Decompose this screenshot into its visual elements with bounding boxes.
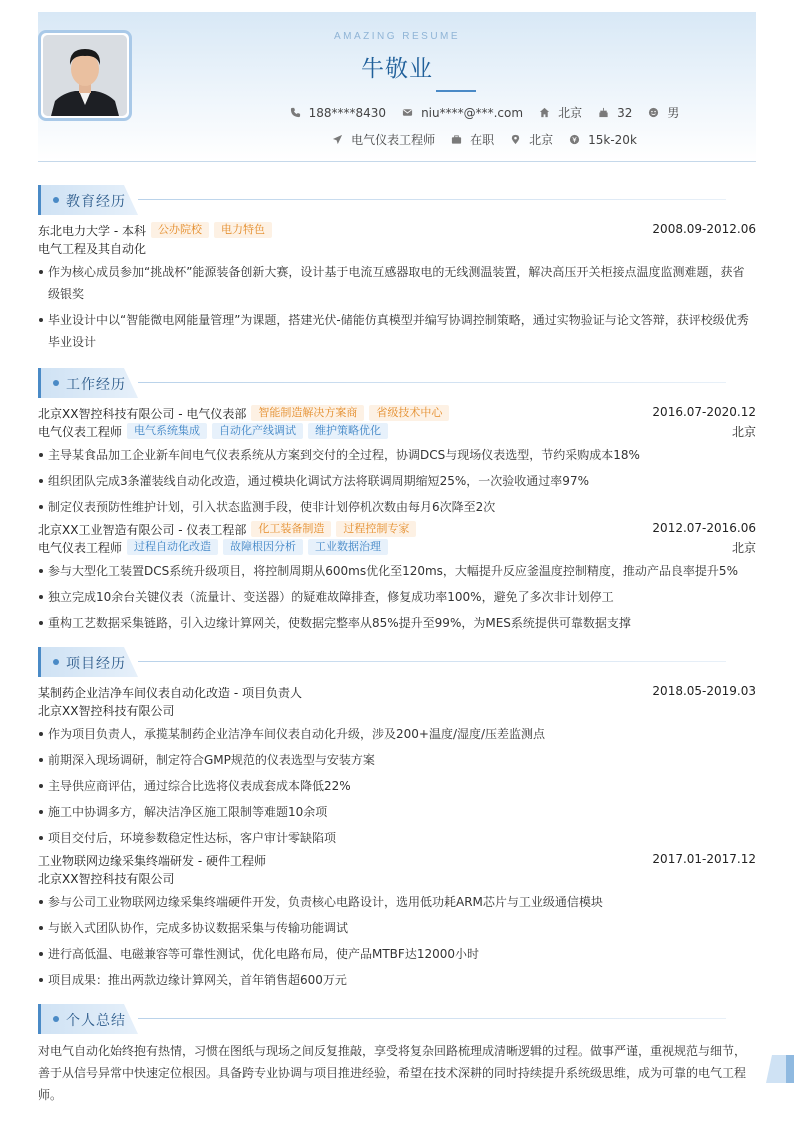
work-bullets [38, 560, 756, 634]
name-underline [436, 90, 476, 92]
list-item: 重构工艺数据采集链路，引入边缘计算网关，使数据完整率从85%提升至99%，为MES系统提供可靠数据支撑 [38, 612, 756, 634]
mail-icon [402, 107, 413, 118]
money-icon [569, 134, 580, 145]
education-section [38, 185, 756, 353]
work-heading [38, 368, 756, 398]
work-section [38, 368, 756, 634]
list-item: 独立完成10余台关键仪表（流量计、变送器）的疑难故障排查，修复成功率100%，避免了多次非计划停工 [38, 586, 756, 608]
list-item: 参与公司工业物联网边缘采集终端硬件开发，负责核心电路设计，选用低功耗ARM芯片与工业级通信模块 [38, 891, 756, 913]
status-info [451, 131, 494, 148]
contact-row [38, 104, 756, 121]
project-date: 2017.01-2017.12 [652, 852, 756, 866]
status-text: 在职 [470, 133, 495, 147]
section-title: 个人总结 [66, 1013, 126, 1029]
summary-text: 对电气自动化始终抱有热情，习惯在图纸与现场之间反复推敲，享受将复杂回路梳理成清晰逻辑的过程。做事严谨，重视规范与细节，善于从信号异常中快速定位根因。具备跨专业协调与项目推进经验，希望在技术深耕的同时持续提升系统级思维，成为可靠的电气工程师。 [38, 1044, 747, 1102]
job-intent-row [38, 131, 756, 148]
list-item: 作为项目负责人，承揽某制药企业洁净车间仪表自动化升级，涉及200+温度/湿度/压差监测点 [38, 723, 756, 745]
section-title: 教育经历 [66, 194, 126, 210]
list-item: 参与大型化工装置DCS系统升级项目，将控制周期从600ms优化至120ms，大幅提升反应釜温度控制精度，推动产品良率提升5% [38, 560, 756, 582]
phone-text: 188****8430 [308, 105, 387, 120]
salary-text: 15k-20k [588, 132, 637, 147]
project-name: 某制药企业洁净车间仪表自动化改造 - 项目负责人 [38, 685, 302, 700]
education-bullets [38, 261, 756, 353]
send-icon [332, 134, 343, 145]
role-tag: 自动化产线调试 [212, 423, 303, 439]
list-item: 组织团队完成3条灌装线自动化改造，通过模块化调试方法将联调周期缩短25%，一次验收通过率97% [38, 470, 756, 492]
cake-icon [598, 107, 609, 118]
location-pin-icon [510, 134, 521, 145]
work-bullets [38, 444, 756, 518]
education-date: 2008.09-2012.06 [652, 222, 756, 236]
home-icon [539, 107, 550, 118]
work-date: 2016.07-2020.12 [652, 405, 756, 419]
hometown-text: 北京 [558, 106, 583, 120]
age-text: 32 [617, 105, 633, 120]
company-name: 北京XX工业智造有限公司 - 仪表工程部 [38, 522, 247, 537]
role-tag: 工业数据治理 [308, 539, 388, 555]
section-title: 工作经历 [66, 377, 126, 393]
school-name: 东北电力大学 - 本科 [38, 223, 146, 238]
city-info [510, 131, 553, 148]
work-city: 北京 [731, 425, 756, 439]
job-role: 电气仪表工程师 [38, 424, 123, 439]
city-text: 北京 [529, 133, 554, 147]
list-item: 主导某食品加工企业新车间电气仪表系统从方案到交付的全过程，协调DCS与现场仪表选型，节约采购成本18% [38, 444, 756, 466]
role-tag: 过程自动化改造 [127, 539, 218, 555]
briefcase-icon [451, 134, 462, 145]
work-city: 北京 [731, 541, 756, 555]
role-tag: 电气系统集成 [127, 423, 207, 439]
project-org: 北京XX智控科技有限公司 [38, 871, 175, 886]
summary-heading [38, 1004, 756, 1034]
resume-header [38, 12, 756, 162]
role-tag: 故障根因分析 [223, 539, 303, 555]
list-item: 施工中协调多方，解决洁净区施工限制等难题10余项 [38, 801, 756, 823]
project-name: 工业物联网边缘采集终端研发 - 硬件工程师 [38, 853, 266, 868]
email-text: niu****@***.com [421, 105, 524, 120]
gender-icon [648, 107, 659, 118]
work-entry [38, 520, 756, 634]
list-item: 进行高低温、电磁兼容等可靠性测试，优化电路布局，使产品MTBF达12000小时 [38, 943, 756, 965]
list-item: 项目成果：推出两款边缘计算网关，首年销售超600万元 [38, 969, 756, 991]
company-tag: 智能制造解决方案商 [251, 405, 364, 421]
list-item: 作为核心成员参加“挑战杯”能源装备创新大赛，设计基于电流互感器取电的无线测温装置，解决高压开关柜接点温度监测难题，获省级银奖 [38, 261, 756, 305]
education-heading [38, 185, 756, 215]
project-bullets [38, 723, 756, 849]
phone-icon [290, 107, 301, 118]
education-entry [38, 221, 756, 353]
work-date: 2012.07-2016.06 [652, 521, 756, 535]
phone-info [290, 106, 386, 120]
company-tag: 省级技术中心 [369, 405, 449, 421]
corner-decoration-icon [766, 1055, 794, 1083]
role-tag: 维护策略优化 [308, 423, 388, 439]
list-item: 前期深入现场调研，制定符合GMP规范的仪表选型与安装方案 [38, 749, 756, 771]
company-tag: 过程控制专家 [336, 521, 416, 537]
gender-text: 男 [667, 106, 680, 120]
project-bullets [38, 891, 756, 991]
project-entry [38, 851, 756, 991]
job-role: 电气仪表工程师 [38, 540, 123, 555]
list-item: 制定仪表预防性维护计划，引入状态监测手段，使非计划停机次数由每月6次降至2次 [38, 496, 756, 518]
position-info [332, 131, 435, 148]
company-name: 北京XX智控科技有限公司 - 电气仪表部 [38, 406, 247, 421]
age-info [598, 106, 632, 120]
email-info [402, 106, 523, 120]
project-entry [38, 683, 756, 849]
hometown-info [539, 104, 582, 121]
resume-subtitle: AMAZING RESUME [333, 31, 461, 42]
position-text: 电气仪表工程师 [351, 133, 436, 147]
school-tag: 公办院校 [151, 222, 209, 238]
section-title: 项目经历 [66, 656, 126, 672]
project-date: 2018.05-2019.03 [652, 684, 756, 698]
work-entry [38, 404, 756, 518]
list-item: 毕业设计中以“智能微电网能量管理”为课题，搭建光伏-储能仿真模型并编写协调控制策略，通过实物验证与论文答辩，获评校级优秀毕业设计 [38, 309, 756, 353]
summary-section [38, 1004, 756, 1106]
project-org: 北京XX智控科技有限公司 [38, 703, 175, 718]
list-item: 项目交付后，环境参数稳定性达标，客户审计零缺陷项 [38, 827, 756, 849]
gender-info [648, 104, 679, 121]
list-item: 与嵌入式团队协作，完成多协议数据采集与传输功能调试 [38, 917, 756, 939]
list-item: 主导供应商评估，通过综合比选将仪表成套成本降低22% [38, 775, 756, 797]
major-name: 电气工程及其自动化 [38, 241, 147, 256]
projects-heading [38, 647, 756, 677]
projects-section [38, 647, 756, 991]
candidate-name: 牛敬业 [361, 56, 433, 82]
salary-info [569, 133, 637, 147]
school-tag: 电力特色 [214, 222, 272, 238]
company-tag: 化工装备制造 [251, 521, 331, 537]
